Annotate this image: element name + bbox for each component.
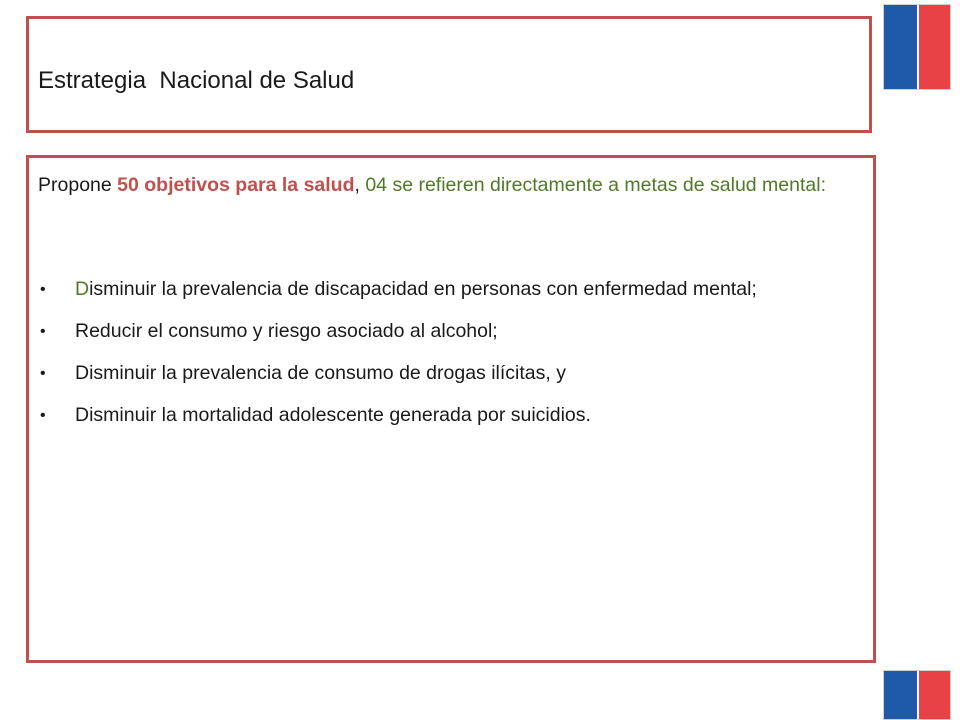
list-item xyxy=(38,276,866,303)
flag-red-band xyxy=(919,5,950,89)
flag-blue-band xyxy=(884,5,917,89)
bullet-icon: • xyxy=(40,365,46,382)
list-item xyxy=(38,318,866,345)
bullet-icon: • xyxy=(40,323,46,340)
list-item xyxy=(38,402,866,429)
bullet-first-letter: D xyxy=(75,278,90,300)
intro-comma: , xyxy=(354,174,360,196)
bullet-icon: • xyxy=(40,407,46,424)
bullet-icon: • xyxy=(40,281,46,298)
intro-suffix: 04 se refieren directamente a metas de salud mental: xyxy=(359,174,827,196)
bullet-text: Disminuir la prevalencia de consumo de drogas ilícitas, y xyxy=(75,362,566,384)
chile-flag-icon xyxy=(883,4,951,90)
intro-prefix: Propone xyxy=(38,174,118,196)
intro-paragraph xyxy=(38,170,866,200)
title-box xyxy=(26,16,872,133)
bullet-text: Reducir el consumo y riesgo asociado al alcohol; xyxy=(75,320,498,342)
flag-red-band xyxy=(919,671,950,719)
slide-title: Estrategia Nacional de Salud xyxy=(38,67,355,94)
objectives-list xyxy=(38,276,866,444)
bullet-text: isminuir la prevalencia de discapacidad en personas con enfermedad mental; xyxy=(89,278,757,300)
intro-highlight: 50 objetivos para la salud xyxy=(117,174,355,196)
list-item xyxy=(38,360,866,387)
chile-flag-icon xyxy=(883,670,951,720)
flag-blue-band xyxy=(884,671,917,719)
content-box xyxy=(26,155,876,663)
bullet-text: Disminuir la mortalidad adolescente generada por suicidios. xyxy=(75,404,591,426)
